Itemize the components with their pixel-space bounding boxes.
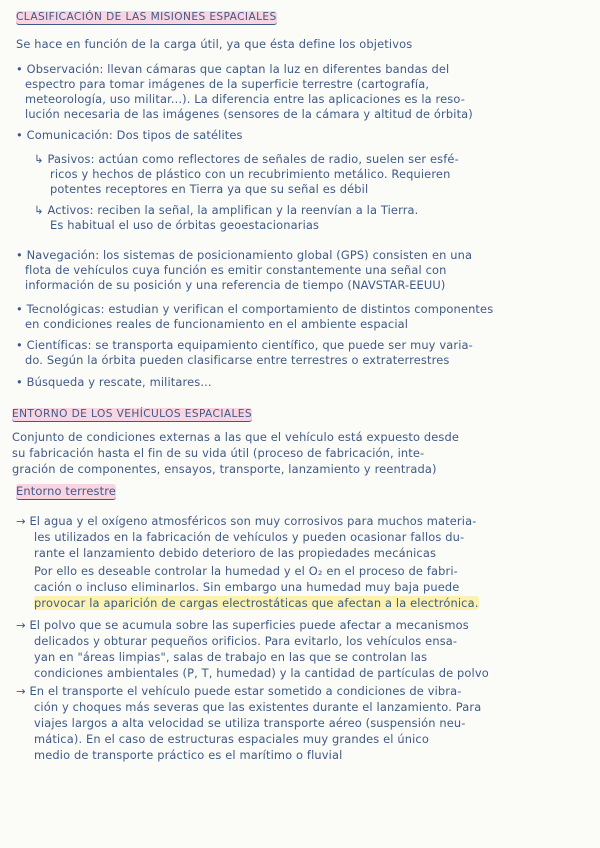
note-line: lución necesaria de las imágenes (sensores de la cámara y altitud de órbita): [25, 107, 473, 121]
note-line: ↳ Activos: reciben la señal, la amplifican y la reenvían a la Tierra.: [34, 203, 419, 217]
note-line: ción y choques más severas que las existentes durante el lanzamiento. Para: [34, 700, 482, 714]
note-line: les utilizados en la fabricación de vehículos y pueden ocasionar fallos du-: [34, 530, 465, 544]
note-line: cación o incluso eliminarlos. Sin embargo una humedad muy baja puede: [34, 580, 460, 594]
subsection-title: Entorno terrestre: [16, 484, 116, 498]
note-line: condiciones ambientales (P, T, humedad) y la cantidad de partículas de polvo: [34, 666, 489, 680]
note-line: provocar la aparición de cargas electrostáticas que afectan a la electrónica.: [34, 596, 479, 610]
intro-text: su fabricación hasta el fin de su vida útil (proceso de fabricación, inte-: [12, 446, 425, 460]
note-line: ↳ Pasivos: actúan como reflectores de señales de radio, suelen ser esfé-: [34, 152, 459, 166]
note-line: → En el transporte el vehículo puede estar sometido a condiciones de vibra-: [16, 684, 462, 698]
note-line: rante el lanzamiento debido deterioro de las propiedades mecánicas: [34, 546, 437, 560]
note-line: • Tecnológicas: estudian y verifican el comportamiento de distintos componentes: [16, 302, 494, 316]
note-line: • Científicas: se transporta equipamiento científico, que puede ser muy varia-: [16, 338, 473, 352]
intro-text: Se hace en función de la carga útil, ya que ésta define los objetivos: [16, 37, 413, 51]
note-line: delicados y obturar pequeños orificios. Para evitarlo, los vehículos ensa-: [34, 634, 458, 648]
note-line: yan en "áreas limpias", salas de trabajo en las que se controlan las: [34, 650, 428, 664]
note-line: mática). En el caso de estructuras espaciales muy grandes el único: [34, 732, 429, 746]
note-line: flota de vehículos cuya función es emitir constantemente una señal con: [25, 263, 447, 277]
section-title: CLASIFICACIÓN DE LAS MISIONES ESPACIALES: [16, 11, 277, 23]
note-line: en condiciones reales de funcionamiento en el ambiente espacial: [25, 317, 409, 331]
intro-text: Conjunto de condiciones externas a las que el vehículo está expuesto desde: [12, 430, 460, 444]
section-title: ENTORNO DE LOS VEHÍCULOS ESPACIALES: [12, 408, 253, 420]
note-line: • Comunicación: Dos tipos de satélites: [16, 128, 243, 142]
note-line: Es habitual el uso de órbitas geoestacionarias: [50, 218, 320, 232]
note-line: → El agua y el oxígeno atmosféricos son muy corrosivos para muchos materia-: [16, 514, 477, 528]
intro-text: gración de componentes, ensayos, transporte, lanzamiento y reentrada): [12, 462, 437, 476]
note-line: meteorología, uso militar...). La diferencia entre las aplicaciones es la reso-: [25, 92, 465, 106]
note-line: ricos y hechos de plástico con un recubrimiento metálico. Requieren: [50, 167, 451, 181]
note-line: • Observación: llevan cámaras que captan la luz en diferentes bandas del: [16, 62, 450, 76]
note-line: información de su posición y una referencia de tiempo (NAVSTAR-EEUU): [25, 278, 446, 292]
note-line: • Búsqueda y rescate, militares...: [16, 375, 212, 389]
note-line: viajes largos a alta velocidad se utiliza transporte aéreo (suspensión neu-: [34, 716, 466, 730]
note-line: • Navegación: los sistemas de posicionamiento global (GPS) consisten en una: [16, 248, 473, 262]
note-line: potentes receptores en Tierra ya que su señal es débil: [50, 182, 369, 196]
note-line: → El polvo que se acumula sobre las superficies puede afectar a mecanismos: [16, 618, 469, 632]
note-line: medio de transporte práctico es el marítimo o fluvial: [34, 748, 343, 762]
note-line: do. Según la órbita pueden clasificarse entre terrestres o extraterrestres: [25, 353, 450, 367]
note-line: espectro para tomar imágenes de la superficie terrestre (cartografía,: [25, 77, 430, 91]
note-line: Por ello es deseable controlar la humedad y el O₂ en el proceso de fabri-: [34, 564, 458, 578]
